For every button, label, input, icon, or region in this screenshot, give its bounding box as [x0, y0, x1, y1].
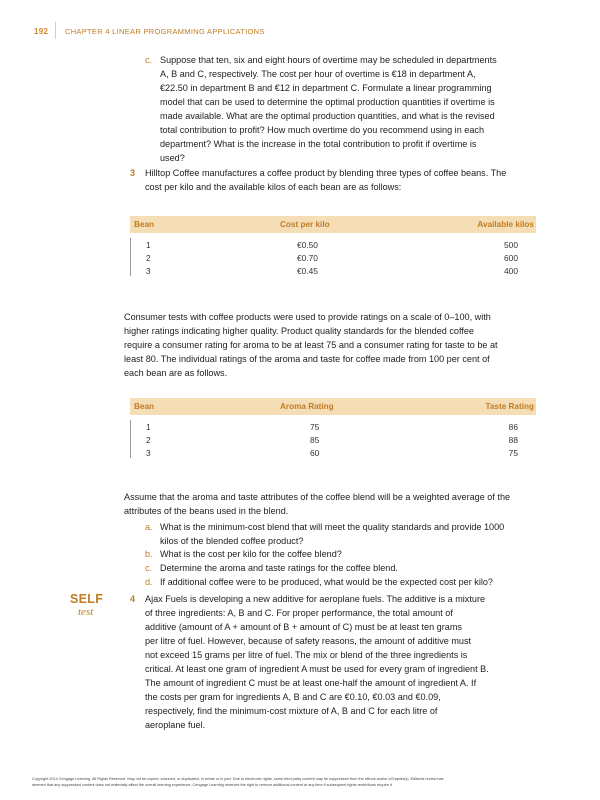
col-header-bean: Bean [134, 402, 155, 411]
text-line: each bean are as follows. [124, 368, 228, 378]
col-header-available: Available kilos [477, 220, 534, 229]
self-test-label: SELF [70, 592, 104, 606]
text-line: made available. What are the optimal production quantities, and what is the revised [160, 111, 495, 121]
part-a-label: a. [145, 522, 153, 532]
table-cell: 2 [146, 435, 151, 445]
question-3-number: 3 [130, 168, 136, 178]
text-line: Consumer tests with coffee products were used to provide ratings on a scale of 0–100, with [124, 312, 491, 322]
header-divider [55, 22, 56, 39]
part-b-label: b. [145, 549, 153, 559]
table-cell: 1 [146, 240, 151, 250]
copyright-footer [32, 776, 568, 788]
page-header [0, 22, 600, 42]
text-line: aeroplane fuel. [145, 720, 206, 730]
table-cell: 500 [504, 240, 518, 250]
text-line: Assume that the aroma and taste attributes of the coffee blend will be a weighted average of the [124, 492, 511, 502]
page-number: 192 [34, 27, 49, 36]
text-line: department? What is the increase in the total contribution to profit if overtime is [160, 139, 477, 149]
text-line: critical. At least one gram of ingredient A must be used for every gram of ingredient B. [145, 664, 489, 674]
table-header [130, 398, 536, 415]
text-line: least 80. The individual ratings of the aroma and taste for coffee made from 100 per cent of [124, 354, 490, 364]
table-cell: 75 [508, 448, 518, 458]
part-d-label: d. [145, 577, 153, 587]
text-line: Suppose that ten, six and eight hours of overtime may be scheduled in departments [160, 55, 497, 65]
row-rule [130, 420, 131, 458]
part-b-text: What is the cost per kilo for the coffee blend? [160, 549, 342, 559]
col-header-aroma: Aroma Rating [280, 402, 334, 411]
col-header-bean: Bean [134, 220, 155, 229]
question-4-text [145, 592, 550, 732]
text-line: kilos of the blended coffee product? [160, 536, 304, 546]
text-line: attributes of the beans used in the blend. [124, 506, 289, 516]
text-line: The amount of ingredient C must be at least one-half the amount of ingredient A. If [145, 678, 477, 688]
text-line: model that can be used to determine the optimal production quantities if overtime is [160, 97, 495, 107]
text-line: €22.50 in department B and €12 in department C. Formulate a linear programming [160, 83, 492, 93]
table-cell: 60 [310, 448, 320, 458]
text-line: higher ratings indicating higher quality. Product quality standards for the blended coffee [124, 326, 474, 336]
text-line: additive (amount of A + amount of B + amount of C) must be at least ten grams [145, 622, 462, 632]
part-c-text [160, 53, 540, 165]
table-cell: 3 [146, 448, 151, 458]
table-cell: 75 [310, 422, 320, 432]
assume-paragraph [124, 490, 554, 518]
text-line: of three ingredients: A, B and C. For proper performance, the total amount of [145, 608, 453, 618]
question-4-number: 4 [130, 594, 136, 604]
table-body [130, 415, 536, 469]
text-line: What is the minimum-cost blend that will meet the quality standards and provide 1000 [160, 522, 505, 532]
table-body [130, 233, 536, 287]
table-cell: 3 [146, 266, 151, 276]
text-line: used? [160, 153, 185, 163]
part-c2-text: Determine the aroma and taste ratings for the coffee blend. [160, 563, 398, 573]
consumer-tests-paragraph [124, 310, 544, 380]
table-cell: 1 [146, 422, 151, 432]
col-header-cost: Cost per kilo [280, 220, 330, 229]
text-line: the costs per gram for ingredients A, B and C are €0.10, €0.03 and €0.09, [145, 692, 441, 702]
bean-cost-table [130, 216, 536, 287]
table-cell: 2 [146, 253, 151, 263]
bean-rating-table [130, 398, 536, 469]
table-cell: 85 [310, 435, 320, 445]
question-3-intro [145, 166, 545, 194]
table-cell: €0.70 [297, 253, 318, 263]
table-cell: €0.45 [297, 266, 318, 276]
chapter-title: CHAPTER 4 LINEAR PROGRAMMING APPLICATIONS [65, 27, 265, 36]
text-line: require a consumer rating for aroma to be at least 75 and a consumer rating for taste to be at [124, 340, 498, 350]
part-c2-label: c. [145, 563, 153, 573]
part-a-text [160, 520, 550, 548]
footer-line: deemed that any suppressed content does not materially affect the overall learning experience. Cengage Learning reserves the right to remove additional content at any time if subsequent rights restrictions require it. [32, 783, 393, 787]
self-test-sublabel: test [78, 606, 94, 618]
table-cell: 600 [504, 253, 518, 263]
table-header [130, 216, 536, 233]
text-line: cost per kilo and the available kilos of each bean are as follows: [145, 182, 402, 192]
table-cell: 88 [508, 435, 518, 445]
table-cell: 86 [508, 422, 518, 432]
table-cell: 400 [504, 266, 518, 276]
text-line: total contribution to profit? How much overtime do you recommend using in each [160, 125, 485, 135]
text-line: per litre of fuel. However, because of safety reasons, the amount of additive must [145, 636, 472, 646]
text-line: respectively, find the minimum-cost mixture of A, B and C for each litre of [145, 706, 438, 716]
text-line: Ajax Fuels is developing a new additive for aeroplane fuels. The additive is a mixture [145, 594, 486, 604]
col-header-taste: Taste Rating [485, 402, 534, 411]
text-line: Hilltop Coffee manufactures a coffee product by blending three types of coffee beans. The [145, 168, 507, 178]
text-line: A, B and C, respectively. The cost per hour of overtime is €18 in department A, [160, 69, 476, 79]
part-c-label: c. [145, 55, 153, 65]
part-d-text: If additional coffee were to be produced, what would be the expected cost per kilo? [160, 577, 493, 587]
footer-line: Copyright 2014 Cengage Learning. All Rights Reserved. May not be copied, scanned, or duplicated, in whole or in part. Due to electronic rights, some third party content may be suppressed from the eBook and/or eChapter(s). Editorial review has [32, 777, 444, 781]
text-line: not exceed 15 grams per litre of fuel. The mix or blend of the three ingredients is [145, 650, 468, 660]
table-cell: €0.50 [297, 240, 318, 250]
row-rule [130, 238, 131, 276]
